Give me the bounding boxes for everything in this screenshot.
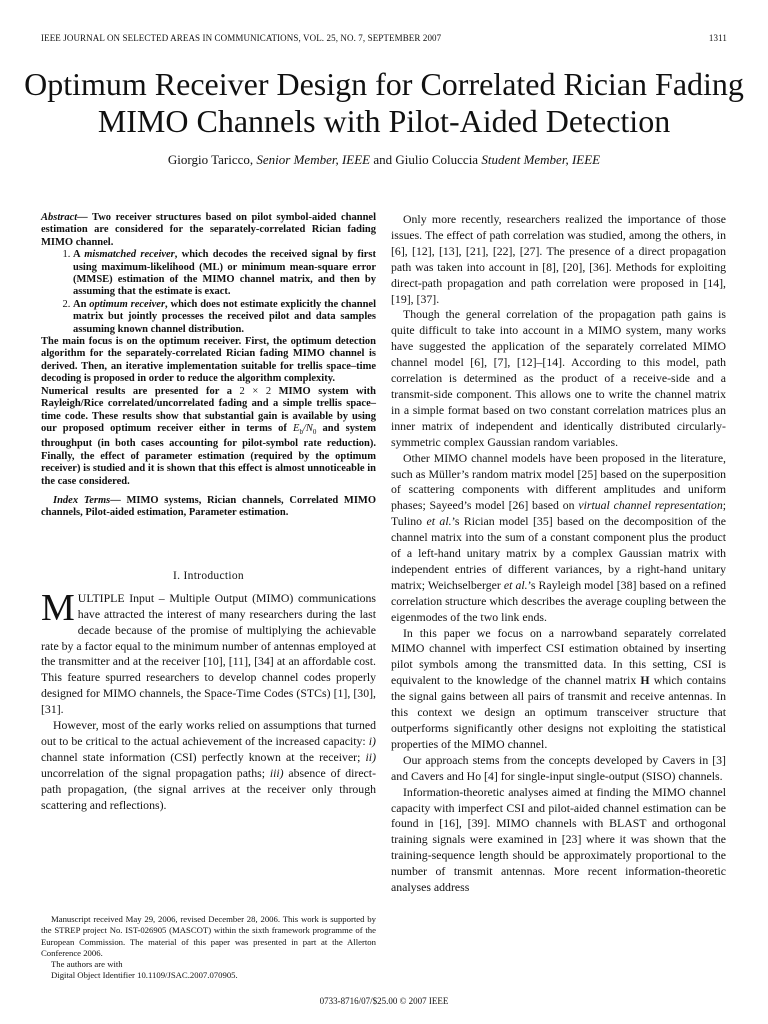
- footnote-doi: Digital Object Identifier 10.1109/JSAC.2007.070905.: [51, 970, 238, 981]
- copyright-footer: 0733-8716/07/$25.00 © 2007 IEEE: [319, 996, 449, 1006]
- section-heading-introduction: I. Introduction: [173, 569, 244, 582]
- index-terms-label: Index Terms: [53, 495, 111, 507]
- author-2-role: Student Member, IEEE: [481, 152, 601, 167]
- footnote: [41, 914, 376, 982]
- footnote-authors: The authors are with: [51, 959, 123, 970]
- author-2: and Giulio Coluccia: [373, 152, 479, 167]
- author-1-role: Senior Member, IEEE: [256, 152, 371, 167]
- footnote-manuscript: Manuscript received May 29, 2006, revised December 28, 2006. This work is supported by the STREP project No. IST-026905 (MASCOT) within the sixth framework programme of the European Commission. The material of this paper was presented in part at the Allerton Conference 2006.: [41, 914, 376, 958]
- right-para-1: Only more recently, researchers realized the importance of those issues. The effect of path correlation was studied, among the others, in [6], [12], [13], [21], [22], [27]. The presence of a direct propagation path was taken into account in [8], [20], [36]. Methods for exploiting direct-path propagation and path correlation were proposed in [14], [19], [37].: [391, 212, 726, 306]
- right-para-6: Information-theoretic analyses aimed at finding the MIMO channel capacity with imperfect CSI and pilot-aided channel estimation can be found in [16], [39]. MIMO channels with BLAST and orthogonal training signals were examined in [23] where it was shown that the training-sequence length should be approximately proportional to the number of transmit antennas. More recent information-theoretic analyses address: [391, 784, 726, 895]
- intro-para-2: However, most of the early works relied on assumptions that turned out to be critical to the actual achievement of the increased capacity: i) channel state information (CSI) perfectly known at the receiver; ii) uncorrelation of the signal propagation paths; iii) absence of direct-path propagation, (the signal arrives at the receiver only through scattering and reflections).: [41, 718, 377, 812]
- abstract-intro: Abstract— Two receiver structures based on pilot symbol-aided channel estimation are considered for the separately-correlated Rician fading MIMO channel.: [41, 212, 376, 248]
- paper-title: Optimum Receiver Design for Correlated Rician Fading MIMO Channels with Pilot-Aided Detection: [24, 66, 744, 139]
- author-line: [0, 152, 768, 168]
- abstract-item-2: 2. An optimum receiver, which does not estimate explicitly the channel matrix but jointly processes the received pilot and data samples assuming known channel distribution.: [73, 299, 376, 336]
- running-header: [41, 33, 727, 43]
- index-terms: Index Terms— MIMO systems, Rician channels, Correlated MIMO channels, Pilot-aided estimation, Parameter estimation.: [41, 495, 376, 519]
- abstract-list: [41, 249, 376, 336]
- right-para-4: In this paper we focus on a narrowband separately correlated MIMO channel with imperfect CSI estimation obtained by inserting pilot symbols among the transmitted data. In this setting, CSI is equivalent to the knowledge of the channel matrix H which contains the signal gains between all pairs of transmit and receive antennas. In this context we design an optimum transceiver structure that outperforms significantly other designs not exploiting the statistical properties of the MIMO channel.: [391, 625, 726, 751]
- drop-cap: M: [41, 586, 75, 629]
- page-number: 1311: [708, 33, 727, 43]
- right-para-3: Other MIMO channel models have been proposed in the literature, such as Müller’s random matrix model [25] based on the superposition of scattering components with different amplitudes and uniform phases; Sayeed’s model [26] based on virtual channel representation; Tulino et al.’s Rician model [35] based on the decomposition of the channel matrix into the sum of a constant component plus the product of a left-hand unitary matrix by a complex Gaussian matrix with independent entries of different variances, by a right-hand unitary matrix; Weichselberger et al.’s Rayleigh model [38] based on a refined correlation structure which describes the average coupling between the eigenmodes of the two link ends.: [391, 450, 726, 624]
- author-1: Giorgio Taricco,: [167, 152, 254, 167]
- abstract-para-3: Numerical results are presented for a 2 × 2 MIMO system with Rayleigh/Rice correlated/uncorrelated fading and a simple trellis space–time code. These results show that substantial gain is available by using our proposed optimum receiver either in terms of $E_b/N_0$ and system throughput (in both cases accounting for pilot-symbol rate reduction). Finally, the effect of parameter estimation (required by the optimum receiver) is studied and it is shown that this effect is almost unnoticeable in the case considered.: [41, 385, 377, 487]
- intro-para-1: MULTIPLE Input – Multiple Output (MIMO) communications have attracted the interest of many researchers during the last decade because of the promise of multiplying the achievable rate by a factor equal to the minimum number of antennas employed at the transmitter and at the receiver [10], [11], [34] at an affordable cost. This feature spurred researchers to develop channel codes properly designed for MIMO channels, the Space-Time Codes (STCs) [1], [30], [31].: [41, 586, 376, 717]
- abstract-para-2: The main focus is on the optimum receiver. First, the optimum detection algorithm for the separately-correlated Rician fading MIMO channel is derived. Then, an iterative implementation suitable for trellis space–time decoding is proposed in order to reduce the algorithm complexity.: [41, 336, 376, 385]
- abstract-label: Abstract: [41, 212, 78, 223]
- left-column: [41, 212, 376, 814]
- right-para-2: Though the general correlation of the propagation path gains is quite difficult to take into account in a MIMO system, many works have suggested the application of the separately correlated MIMO channel model [6], [7], [12]–[14]. According to this model, path correlation is determined as the product of a receive-side and a transmit-side component. This allows one to write the channel matrix in a simple format based on two constant correlation matrices plus an inner matrix of independent and identically distributed circularly-symmetric complex Gaussian random variables.: [391, 307, 726, 449]
- right-column: [391, 212, 726, 896]
- journal-name: IEEE JOURNAL ON SELECTED AREAS IN COMMUNICATIONS, VOL. 25, NO. 7, SEPTEMBER 2007: [41, 33, 442, 43]
- right-para-5: Our approach stems from the concepts developed by Cavers in [3] and Cavers and Ho [4] for single-input single-output (SISO) channels.: [391, 752, 726, 783]
- abstract-item-1: 1. A mismatched receiver, which decodes the received signal by first using maximum-likelihood (ML) or minimum mean-square error (MMSE) estimation of the MIMO channel matrix, and then by assuming that the estimate is exact.: [73, 249, 376, 299]
